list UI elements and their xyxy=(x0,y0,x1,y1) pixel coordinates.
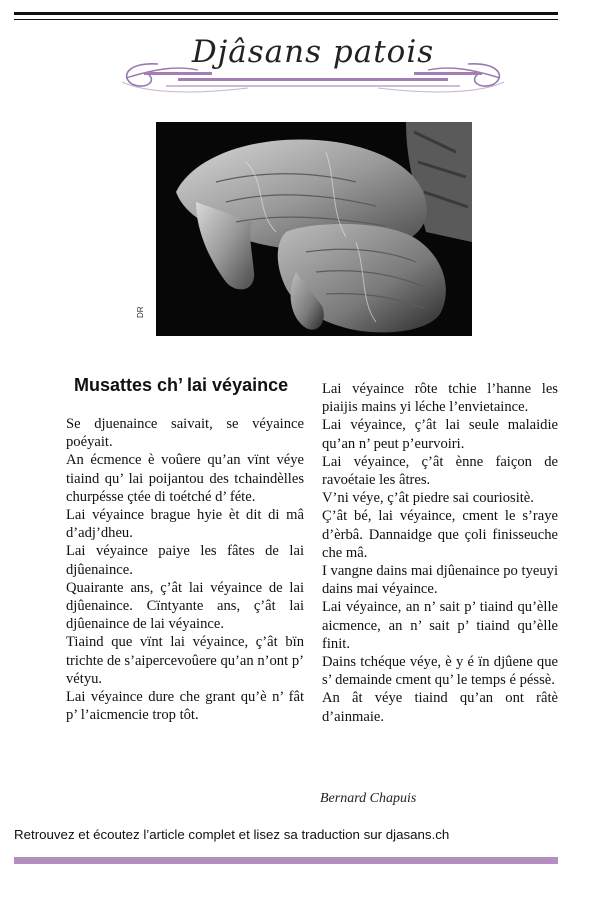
masthead-title: Djâsans patois xyxy=(191,34,435,70)
paragraph: Dains tchéque véye, è y é ïn djûene que s’ demainde cment qu’ le temps é péssè. xyxy=(322,654,558,689)
paragraph: I vangne dains mai djûenaince po tyeuyi dains mai véyaince. xyxy=(322,563,558,598)
paragraph: Tiaind que vïnt lai véyaince, ç’ât bïn trichte de s’aipercevoûere qu’an n’ont p’ vétyu. xyxy=(66,634,304,687)
footer-note: Retrouvez et écoutez l’article complet et lisez sa traduction sur djasans.ch xyxy=(14,827,450,842)
paragraph: An ât véye tiaind qu’an ont râtè d’ainmaie. xyxy=(322,690,558,725)
bottom-bar xyxy=(14,857,558,864)
paragraph: Lai véyaince rôte tchie l’hanne les piaijis mains yi léche l’envietaince. xyxy=(322,381,558,416)
paragraph: Se djuenaince saivait, se véyaince poéyait. xyxy=(66,416,304,451)
masthead xyxy=(118,28,508,98)
paragraph: Lai véyaince brague hyie èt dit di mâ d’adj’dheu. xyxy=(66,507,304,542)
text-column-right xyxy=(322,380,558,726)
photo-credit: DR xyxy=(136,306,145,318)
paragraph: Lai véyaince paiye les fâtes de lai djûenaince. xyxy=(66,543,304,578)
text-column-left xyxy=(66,415,304,724)
paragraph: An écmence è voûere qu’an vïnt véye tiaind qu’ lai poijantou des tchaindèlles churpésse çtée di toétché d’ féte. xyxy=(66,452,304,505)
article-headline: Musattes ch’ lai véyaince xyxy=(74,375,289,395)
paragraph: Quairante ans, ç’ât lai véyaince de lai djûenaince. Cïntyante ans, ç’ât lai djûenaince de lai véyaince. xyxy=(66,579,304,633)
author-byline: Bernard Chapuis xyxy=(320,791,417,806)
paragraph: Lai véyaince dure che grant qu’è n’ fât p’ l’aicmencie trop tôt. xyxy=(66,689,304,724)
paragraph: V’ni véye, ç’ât piedre sai couriositè. xyxy=(322,490,534,507)
paragraph: Lai véyaince, an n’ sait p’ tiaind qu’èlle aicmence, an n’ sait p’ tiaind qu’èlle finit. xyxy=(322,599,558,652)
paragraph: Ç’ât bé, lai véyaince, cment le s’raye d’èrbâ. Dannaidge que çoli finisseuche che mâ. xyxy=(322,508,558,561)
top-rule xyxy=(14,12,558,15)
paragraph: Lai véyaince, ç’ât lai seule malaidie qu’an n’ peut p’eurvoiri. xyxy=(322,417,558,452)
top-rule-thin xyxy=(14,19,558,20)
hands-photo xyxy=(156,122,472,336)
paragraph: Lai véyaince, ç’ât ènne faiçon de ravoétaie les âtres. xyxy=(322,453,558,489)
